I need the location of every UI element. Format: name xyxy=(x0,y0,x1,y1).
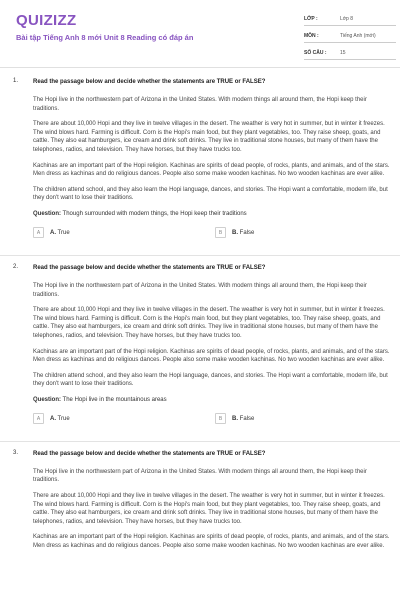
option-letter-box: A xyxy=(33,413,44,424)
question-label: Question: xyxy=(33,210,61,217)
option-b[interactable] xyxy=(215,413,254,425)
option-text xyxy=(232,230,254,236)
passage-paragraph: The Hopi live in the northwestern part of Arizona in the United States. With modern things all around them, the Hopi keep their traditions. xyxy=(33,468,367,484)
option-letter-box: A xyxy=(33,227,44,238)
option-letter-box: B xyxy=(215,413,226,424)
question-stem xyxy=(33,396,390,404)
question-3 xyxy=(0,450,400,551)
meta-info xyxy=(304,13,396,60)
option-a[interactable] xyxy=(33,227,70,239)
option-value: False xyxy=(238,415,255,422)
question-text: Though surrounded with modern things, the Hopi keep their traditions xyxy=(61,210,247,217)
meta-key: MÔN : xyxy=(304,33,319,39)
option-label: B. xyxy=(232,229,238,236)
option-letter-box: B xyxy=(215,227,226,238)
option-a[interactable] xyxy=(33,413,70,425)
document-header xyxy=(0,0,400,66)
option-label: A. xyxy=(50,229,56,236)
question-number: 3. xyxy=(13,449,19,456)
question-number: 1. xyxy=(13,78,19,84)
question-divider xyxy=(0,255,400,256)
question-list xyxy=(0,78,400,558)
answer-options xyxy=(33,413,390,427)
meta-value: Tiếng Anh (mới) xyxy=(340,33,376,39)
passage-paragraph: There are about 10,000 Hopi and they live in twelve villages in the desert. The weather is very hot in summer, but in winter it freezes. The wind blows hard. Farming is difficult. Corn is the Hopi's main food, but they plant vegetables, too. They raise sheep, goats, and cattle. They also eat hamburgers, ice cream and drink soft drinks. They live in traditional stone houses, but many of them have the telephones, radios, and television. They have horses, but they have trucks too. xyxy=(33,493,385,525)
meta-key: LỚP : xyxy=(304,16,318,22)
question-prompt: Read the passage below and decide whether the statements are TRUE or FALSE? xyxy=(33,79,266,85)
meta-value: Lớp 8 xyxy=(340,16,354,22)
question-2 xyxy=(0,264,400,442)
option-text xyxy=(50,230,70,236)
answer-options xyxy=(33,227,390,241)
quizizz-logo: QUIZIZZ xyxy=(16,12,77,29)
option-value: True xyxy=(56,229,70,236)
meta-row-subject xyxy=(304,30,396,43)
question-number: 2. xyxy=(13,263,19,270)
option-text xyxy=(50,416,70,422)
question-label: Question: xyxy=(33,396,61,403)
option-value: True xyxy=(56,415,70,422)
meta-value: 15 xyxy=(340,50,346,56)
passage-paragraph: There are about 10,000 Hopi and they live in twelve villages in the desert. The weather is very hot in summer, but in winter it freezes. The wind blows hard. Farming is difficult. Corn is the Hopi's main food, but they plant vegetables, too. They raise sheep, goats, and cattle. They also eat hamburgers, ice cream and drink soft drinks. They live in traditional stone houses, but many of them have the telephones, radios, and television. They have horses, but they have trucks too. xyxy=(33,121,385,153)
passage-paragraph: Kachinas are an important part of the Hopi religion. Kachinas are spirits of dead people, of rocks, plants, and animals, and of the stars. Men dress as kachinas and do religious dances. People also some make wooden kachinas. No two wooden kachinas are ever alike. xyxy=(33,162,390,178)
passage-paragraph: There are about 10,000 Hopi and they live in twelve villages in the desert. The weather is very hot in summer, but in winter it freezes. The wind blows hard. Farming is difficult. Corn is the Hopi's main food, but they plant vegetables, too. They raise sheep, goats, and cattle. They also eat hamburgers, ice cream and drink soft drinks. They live in traditional stone houses, but many of them have the telephones, radios, and television. They have horses, but they have trucks too. xyxy=(33,307,385,339)
question-stem xyxy=(33,210,390,218)
question-divider xyxy=(0,441,400,442)
meta-row-question-count xyxy=(304,47,396,60)
option-text xyxy=(232,416,254,422)
passage-paragraph: The children attend school, and they also learn the Hopi language, dances, and stories. The Hopi want a comfortable, modern life, but they don't want to lose their traditions. xyxy=(33,372,388,388)
passage-paragraph: Kachinas are an important part of the Hopi religion. Kachinas are spirits of dead people, of rocks, plants, and animals, and of the stars. Men dress as kachinas and do religious dances. People also some make wooden kachinas. No two wooden kachinas are ever alike. xyxy=(33,348,390,364)
passage-paragraph: Kachinas are an important part of the Hopi religion. Kachinas are spirits of dead people, of rocks, plants, and animals, and of the stars. Men dress as kachinas and do religious dances. People also some make wooden kachinas. No two wooden kachinas are ever alike. xyxy=(33,534,390,550)
passage-paragraph: The Hopi live in the northwestern part of Arizona in the United States. With modern things all around them, the Hopi keep their traditions. xyxy=(33,97,367,112)
option-label: B. xyxy=(232,415,238,422)
passage-paragraph: The children attend school, and they also learn the Hopi language, dances, and stories. The Hopi want a comfortable, modern life, but they don't want to lose their traditions. xyxy=(33,186,388,202)
question-text: The Hopi live in the mountainous areas xyxy=(61,396,167,403)
question-1 xyxy=(0,78,400,256)
meta-key: SỐ CÂU : xyxy=(304,50,327,56)
question-prompt: Read the passage below and decide whether the statements are TRUE or FALSE? xyxy=(33,264,266,271)
option-value: False xyxy=(238,229,255,236)
meta-row-grade xyxy=(304,13,396,26)
passage-paragraph: The Hopi live in the northwestern part of Arizona in the United States. With modern things all around them, the Hopi keep their traditions. xyxy=(33,282,367,298)
question-prompt: Read the passage below and decide whether the statements are TRUE or FALSE? xyxy=(33,450,266,457)
option-label: A. xyxy=(50,415,56,422)
document-title: Bài tập Tiếng Anh 8 mới Unit 8 Reading có đáp án xyxy=(16,33,194,42)
header-divider xyxy=(0,67,400,68)
option-b[interactable] xyxy=(215,227,254,239)
